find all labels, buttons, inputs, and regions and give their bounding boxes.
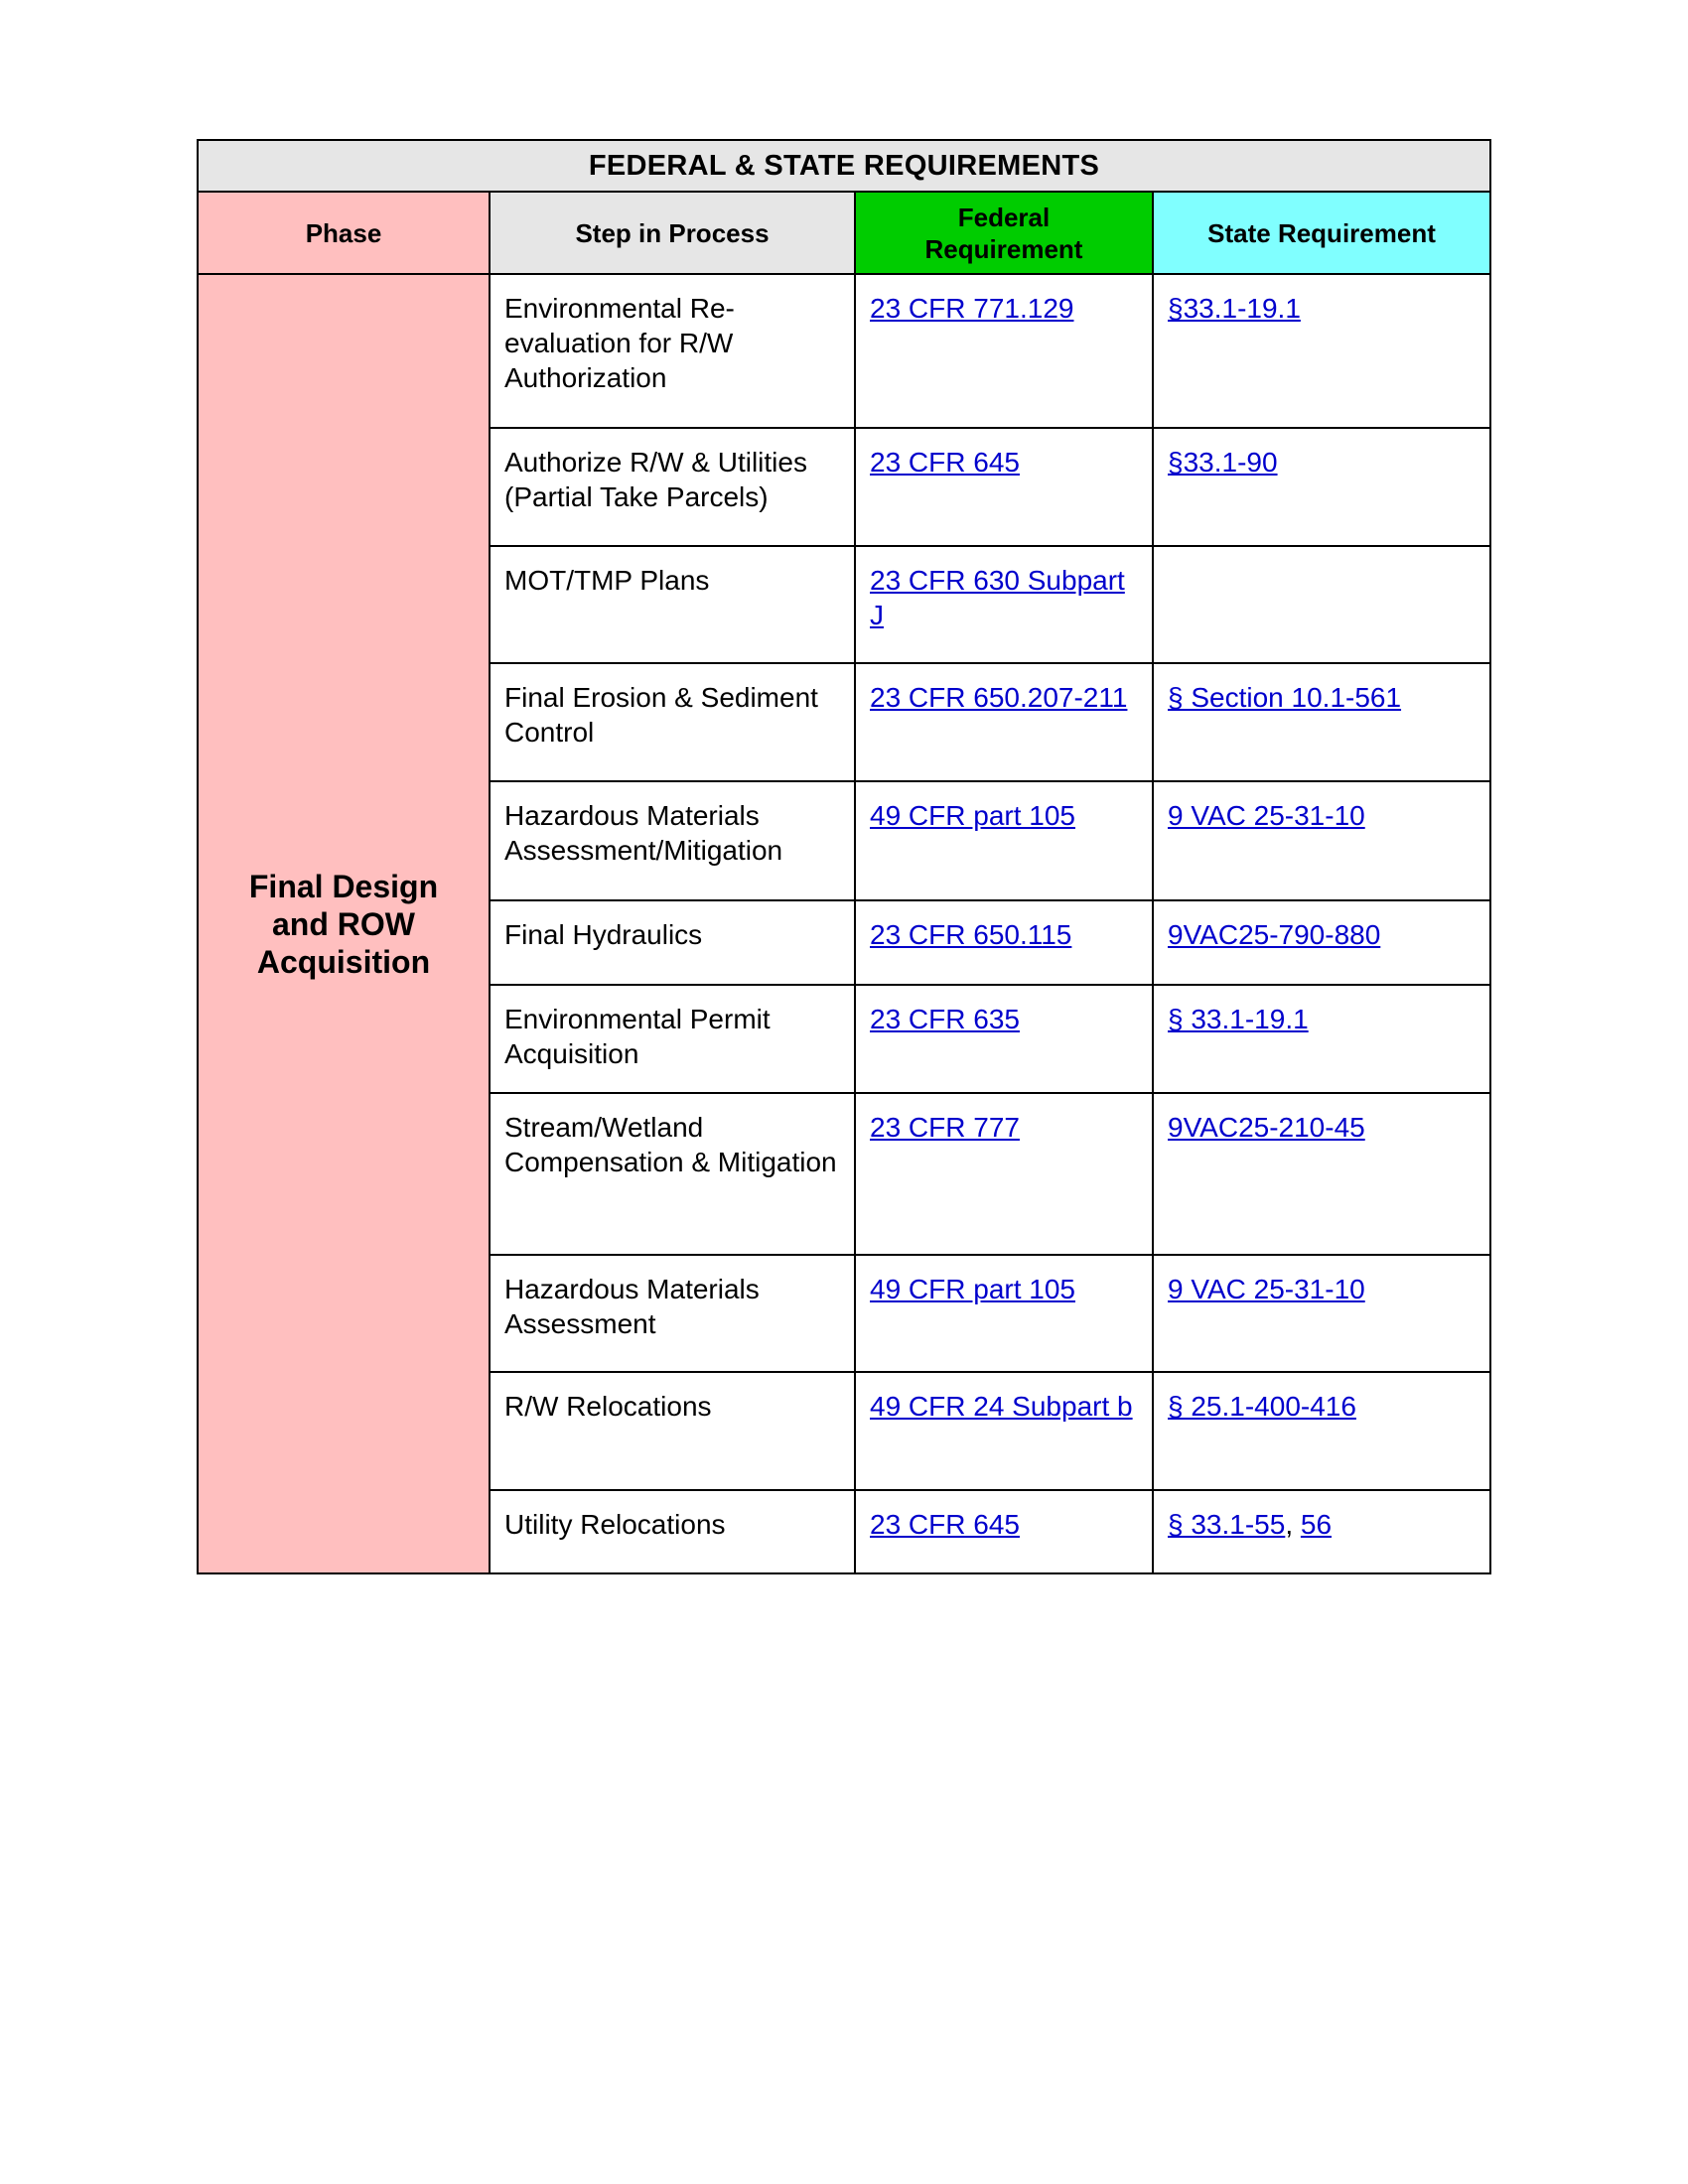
state-cell [1153,663,1490,781]
federal-requirement-link[interactable]: 23 CFR 650.115 [870,919,1072,950]
header-state: State Requirement [1153,192,1490,274]
state-requirement-link[interactable]: 9VAC25-790-880 [1168,919,1381,950]
state-link-separator: , [1285,1509,1301,1540]
state-cell [1153,546,1490,663]
state-requirement-link[interactable]: 9 VAC 25-31-10 [1168,800,1365,831]
header-federal [855,192,1153,274]
phase-label: Final Design and ROW Acquisition [248,868,439,980]
state-requirement-link[interactable]: § 25.1-400-416 [1168,1391,1356,1422]
state-requirement-link[interactable]: § 33.1-55 [1168,1509,1286,1540]
header-federal-label: Federal Requirement [924,202,1083,264]
state-requirement-link[interactable]: § Section 10.1-561 [1168,682,1402,713]
federal-cell [855,781,1153,900]
step-cell: MOT/TMP Plans [490,546,855,663]
federal-cell [855,428,1153,546]
federal-requirement-link[interactable]: 23 CFR 771.129 [870,293,1074,324]
step-cell: Stream/Wetland Compensation & Mitigation [490,1093,855,1255]
state-cell [1153,985,1490,1093]
step-cell: Hazardous Materials Assessment/Mitigation [490,781,855,900]
state-cell [1153,1372,1490,1490]
step-cell: Environmental Re-evaluation for R/W Authorization [490,274,855,428]
state-requirement-link[interactable]: 9 VAC 25-31-10 [1168,1274,1365,1304]
federal-cell [855,1490,1153,1573]
requirements-table [197,139,1491,1574]
federal-cell [855,985,1153,1093]
federal-cell [855,1255,1153,1372]
table-title: FEDERAL & STATE REQUIREMENTS [198,140,1490,192]
federal-requirement-link[interactable]: 23 CFR 777 [870,1112,1020,1143]
header-phase: Phase [198,192,490,274]
federal-cell [855,663,1153,781]
header-step: Step in Process [490,192,855,274]
federal-cell [855,546,1153,663]
table-title-row [198,140,1490,192]
federal-cell [855,1093,1153,1255]
step-cell: Authorize R/W & Utilities (Partial Take Parcels) [490,428,855,546]
header-row [198,192,1490,274]
federal-requirement-link[interactable]: 23 CFR 650.207-211 [870,682,1128,713]
phase-cell [198,274,490,1573]
step-cell: Hazardous Materials Assessment [490,1255,855,1372]
state-requirement-link[interactable]: 9VAC25-210-45 [1168,1112,1365,1143]
federal-cell [855,900,1153,985]
state-requirement-link[interactable]: §33.1-19.1 [1168,293,1301,324]
state-requirement-link[interactable]: § 33.1-19.1 [1168,1004,1309,1034]
federal-requirement-link[interactable]: 49 CFR part 105 [870,1274,1075,1304]
state-cell [1153,1490,1490,1573]
federal-requirement-link[interactable]: 49 CFR 24 Subpart b [870,1391,1133,1422]
federal-requirement-link[interactable]: 23 CFR 630 Subpart J [870,565,1125,630]
step-cell: Final Erosion & Sediment Control [490,663,855,781]
step-cell: Utility Relocations [490,1490,855,1573]
federal-cell [855,1372,1153,1490]
step-cell: Environmental Permit Acquisition [490,985,855,1093]
state-requirement-link[interactable]: 56 [1300,1509,1333,1540]
state-requirement-link[interactable]: §33.1-90 [1168,447,1278,478]
table-row [198,274,1490,428]
step-cell: R/W Relocations [490,1372,855,1490]
step-cell: Final Hydraulics [490,900,855,985]
state-cell [1153,1093,1490,1255]
federal-requirement-link[interactable]: 23 CFR 645 [870,447,1020,478]
state-cell [1153,428,1490,546]
state-cell [1153,1255,1490,1372]
state-cell [1153,781,1490,900]
federal-requirement-link[interactable]: 23 CFR 635 [870,1004,1020,1034]
state-cell [1153,274,1490,428]
federal-requirement-link[interactable]: 23 CFR 645 [870,1509,1020,1540]
federal-cell [855,274,1153,428]
state-cell [1153,900,1490,985]
federal-requirement-link[interactable]: 49 CFR part 105 [870,800,1075,831]
